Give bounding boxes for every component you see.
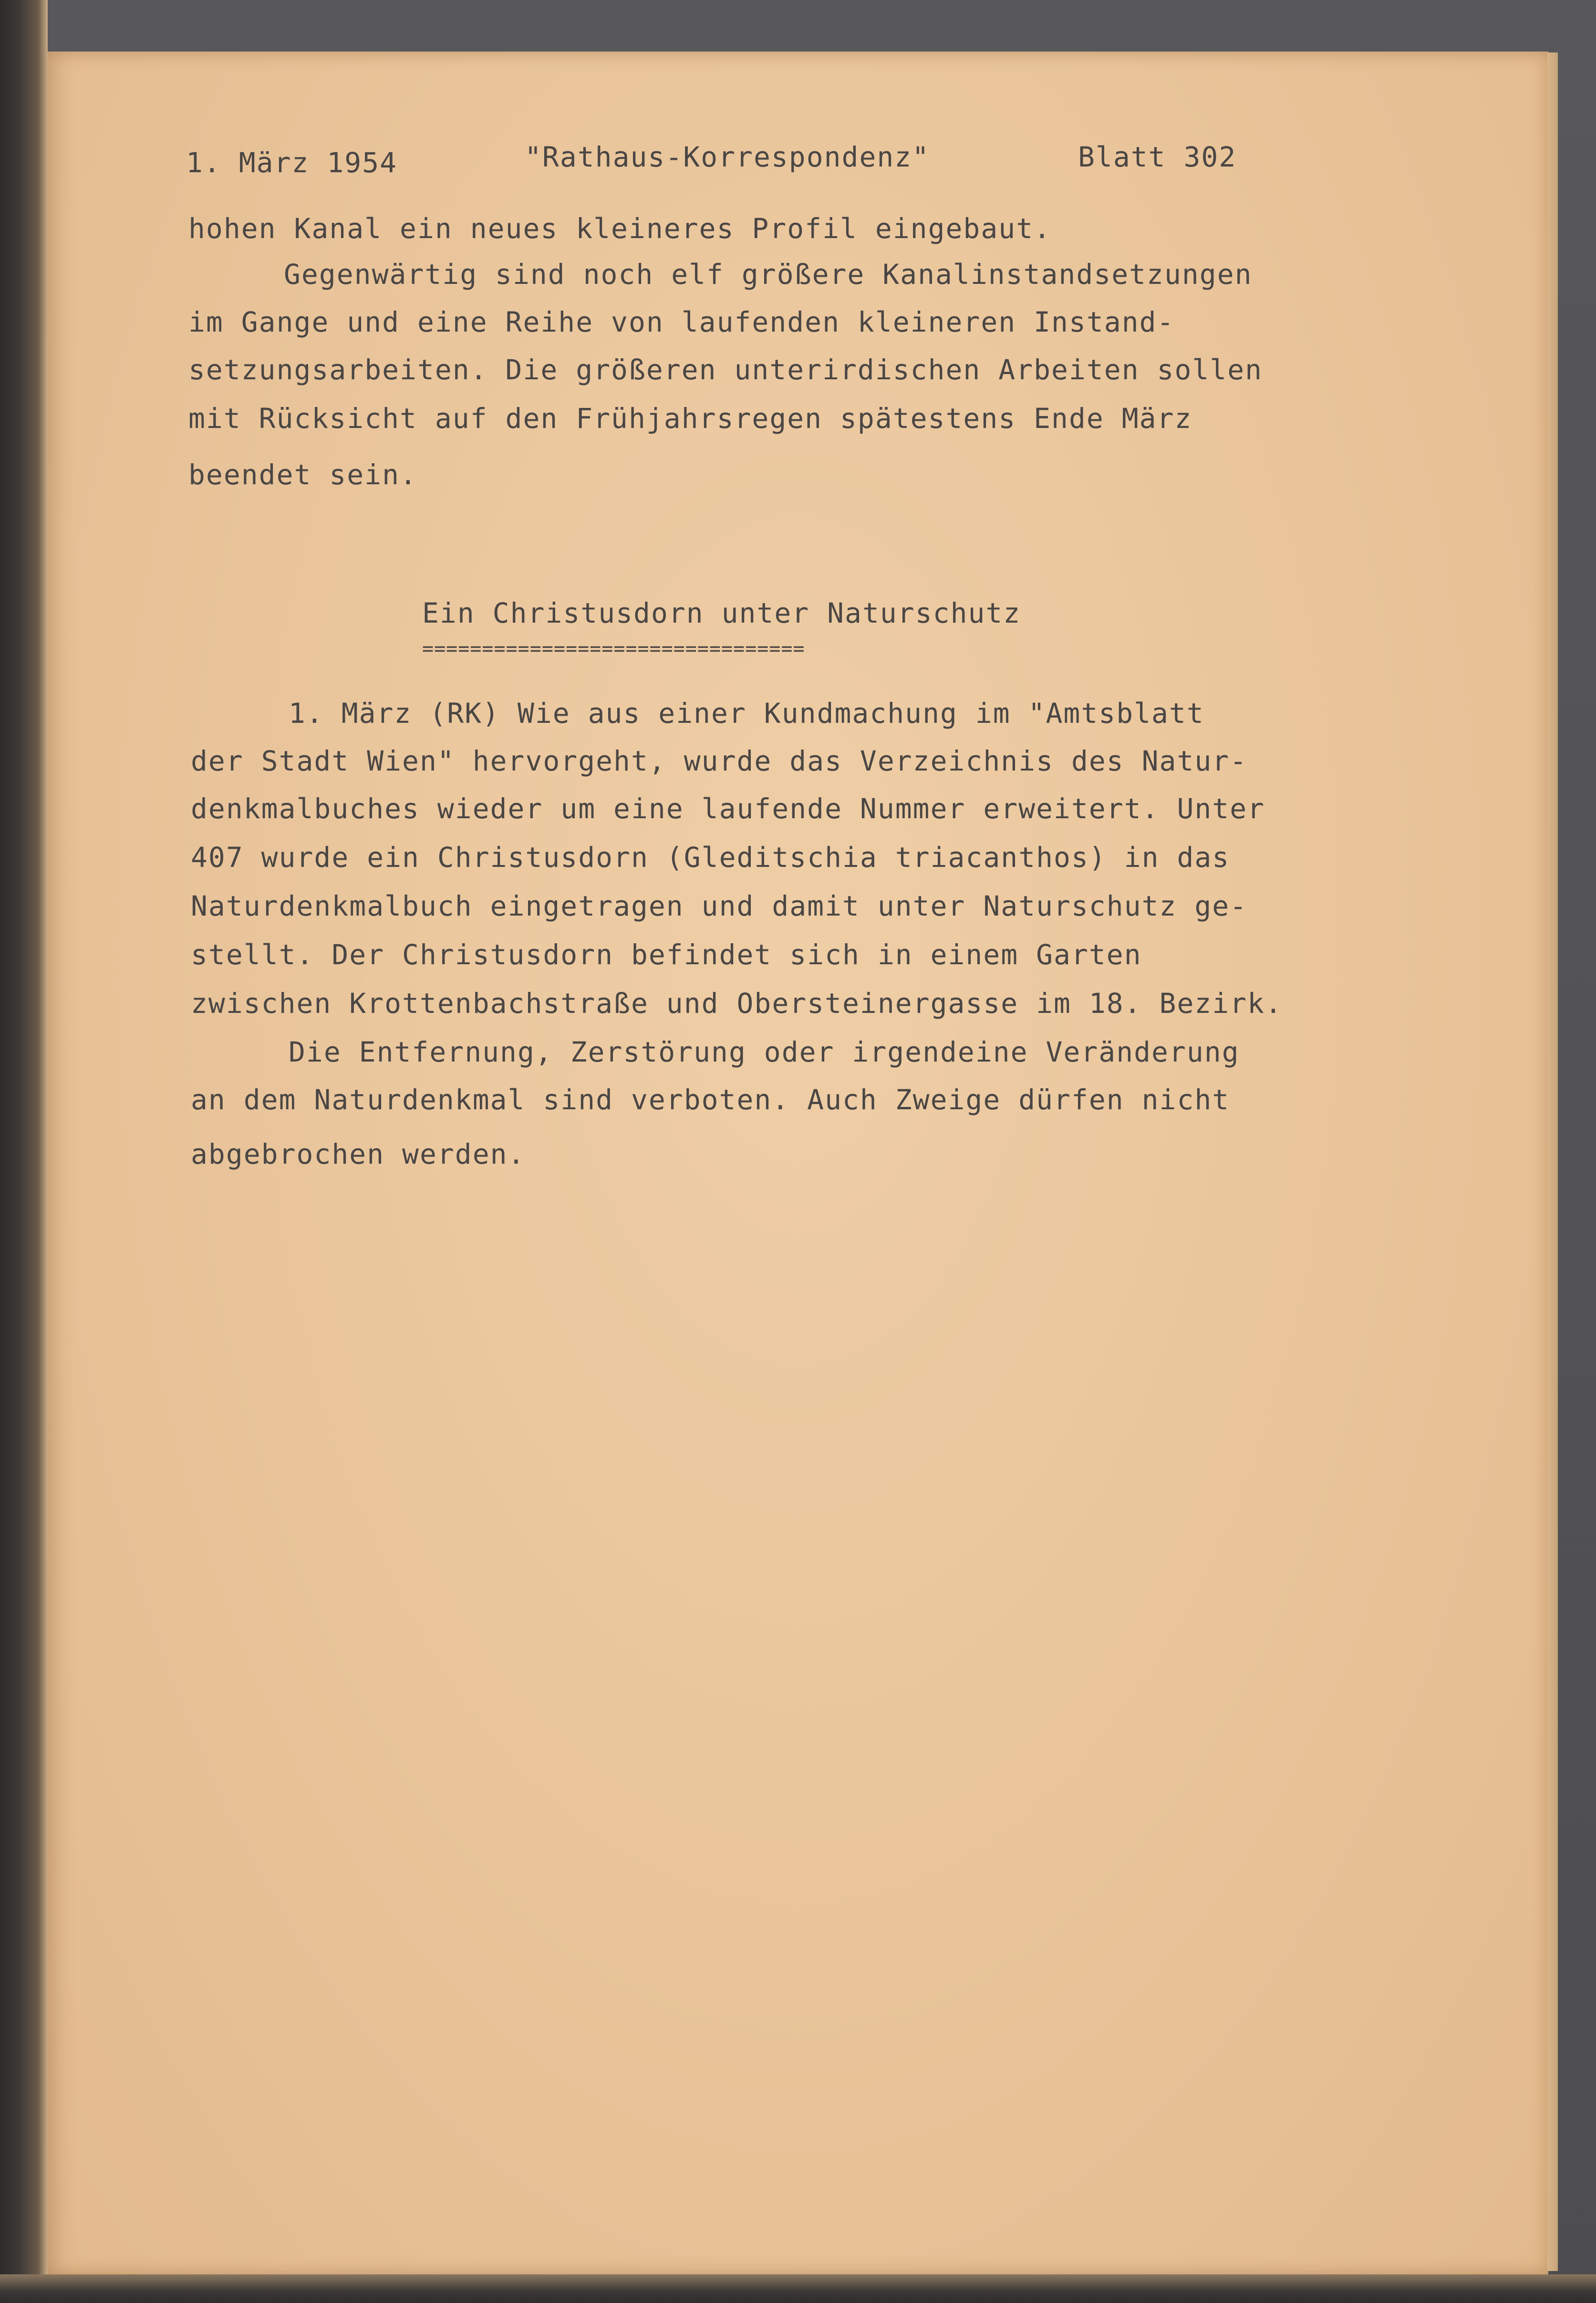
article-paragraph-line: denkmalbuches wieder um eine laufende Nummer erweitert. Unter [191,792,1265,825]
article-paragraph-line: 407 wurde ein Christusdorn (Gleditschia triacanthos) in das [191,841,1230,874]
continuation-line: setzungsarbeiten. Die größeren unterirdischen Arbeiten sollen [188,354,1263,386]
page-stack-edge [1547,52,1558,2271]
continuation-line: mit Rücksicht auf den Frühjahrsregen spätestens Ende März [188,402,1192,435]
header-publication: "Rathaus-Korrespondenz" [525,141,930,173]
continuation-line: beendet sein. [188,459,417,491]
book-binding-edge [0,0,48,2303]
article-paragraph-line: abgebrochen werden. [191,1138,526,1170]
continuation-line: hohen Kanal ein neues kleineres Profil eingebaut. [188,212,1052,245]
article-paragraph-line: an dem Naturdenkmal sind verboten. Auch Zweige dürfen nicht [191,1084,1230,1116]
article-paragraph-line: zwischen Krottenbachstraße und Obersteinergasse im 18. Bezirk. [191,987,1283,1020]
article-title-underline: ================================ [422,638,805,660]
article-paragraph-line: der Stadt Wien" hervorgeht, wurde das Verzeichnis des Natur- [191,745,1248,777]
header-date: 1. März 1954 [186,146,398,179]
article-paragraph-line: 1. März (RK) Wie aus einer Kundmachung im "Amtsblatt [289,697,1204,729]
article-paragraph-line: Naturdenkmalbuch eingetragen und damit unter Naturschutz ge- [191,890,1248,922]
article-paragraph-line: stellt. Der Christusdorn befindet sich in einem Garten [191,938,1142,971]
article-title: Ein Christusdorn unter Naturschutz [422,597,1021,629]
book-bottom-edge [0,2274,1596,2303]
continuation-line: im Gange und eine Reihe von laufenden kleineren Instand- [188,306,1175,338]
article-paragraph-line: Die Entfernung, Zerstörung oder irgendeine Veränderung [289,1036,1240,1068]
continuation-line: Gegenwärtig sind noch elf größere Kanalinstandsetzungen [284,258,1253,291]
header-sheet-number: Blatt 302 [1078,141,1237,173]
